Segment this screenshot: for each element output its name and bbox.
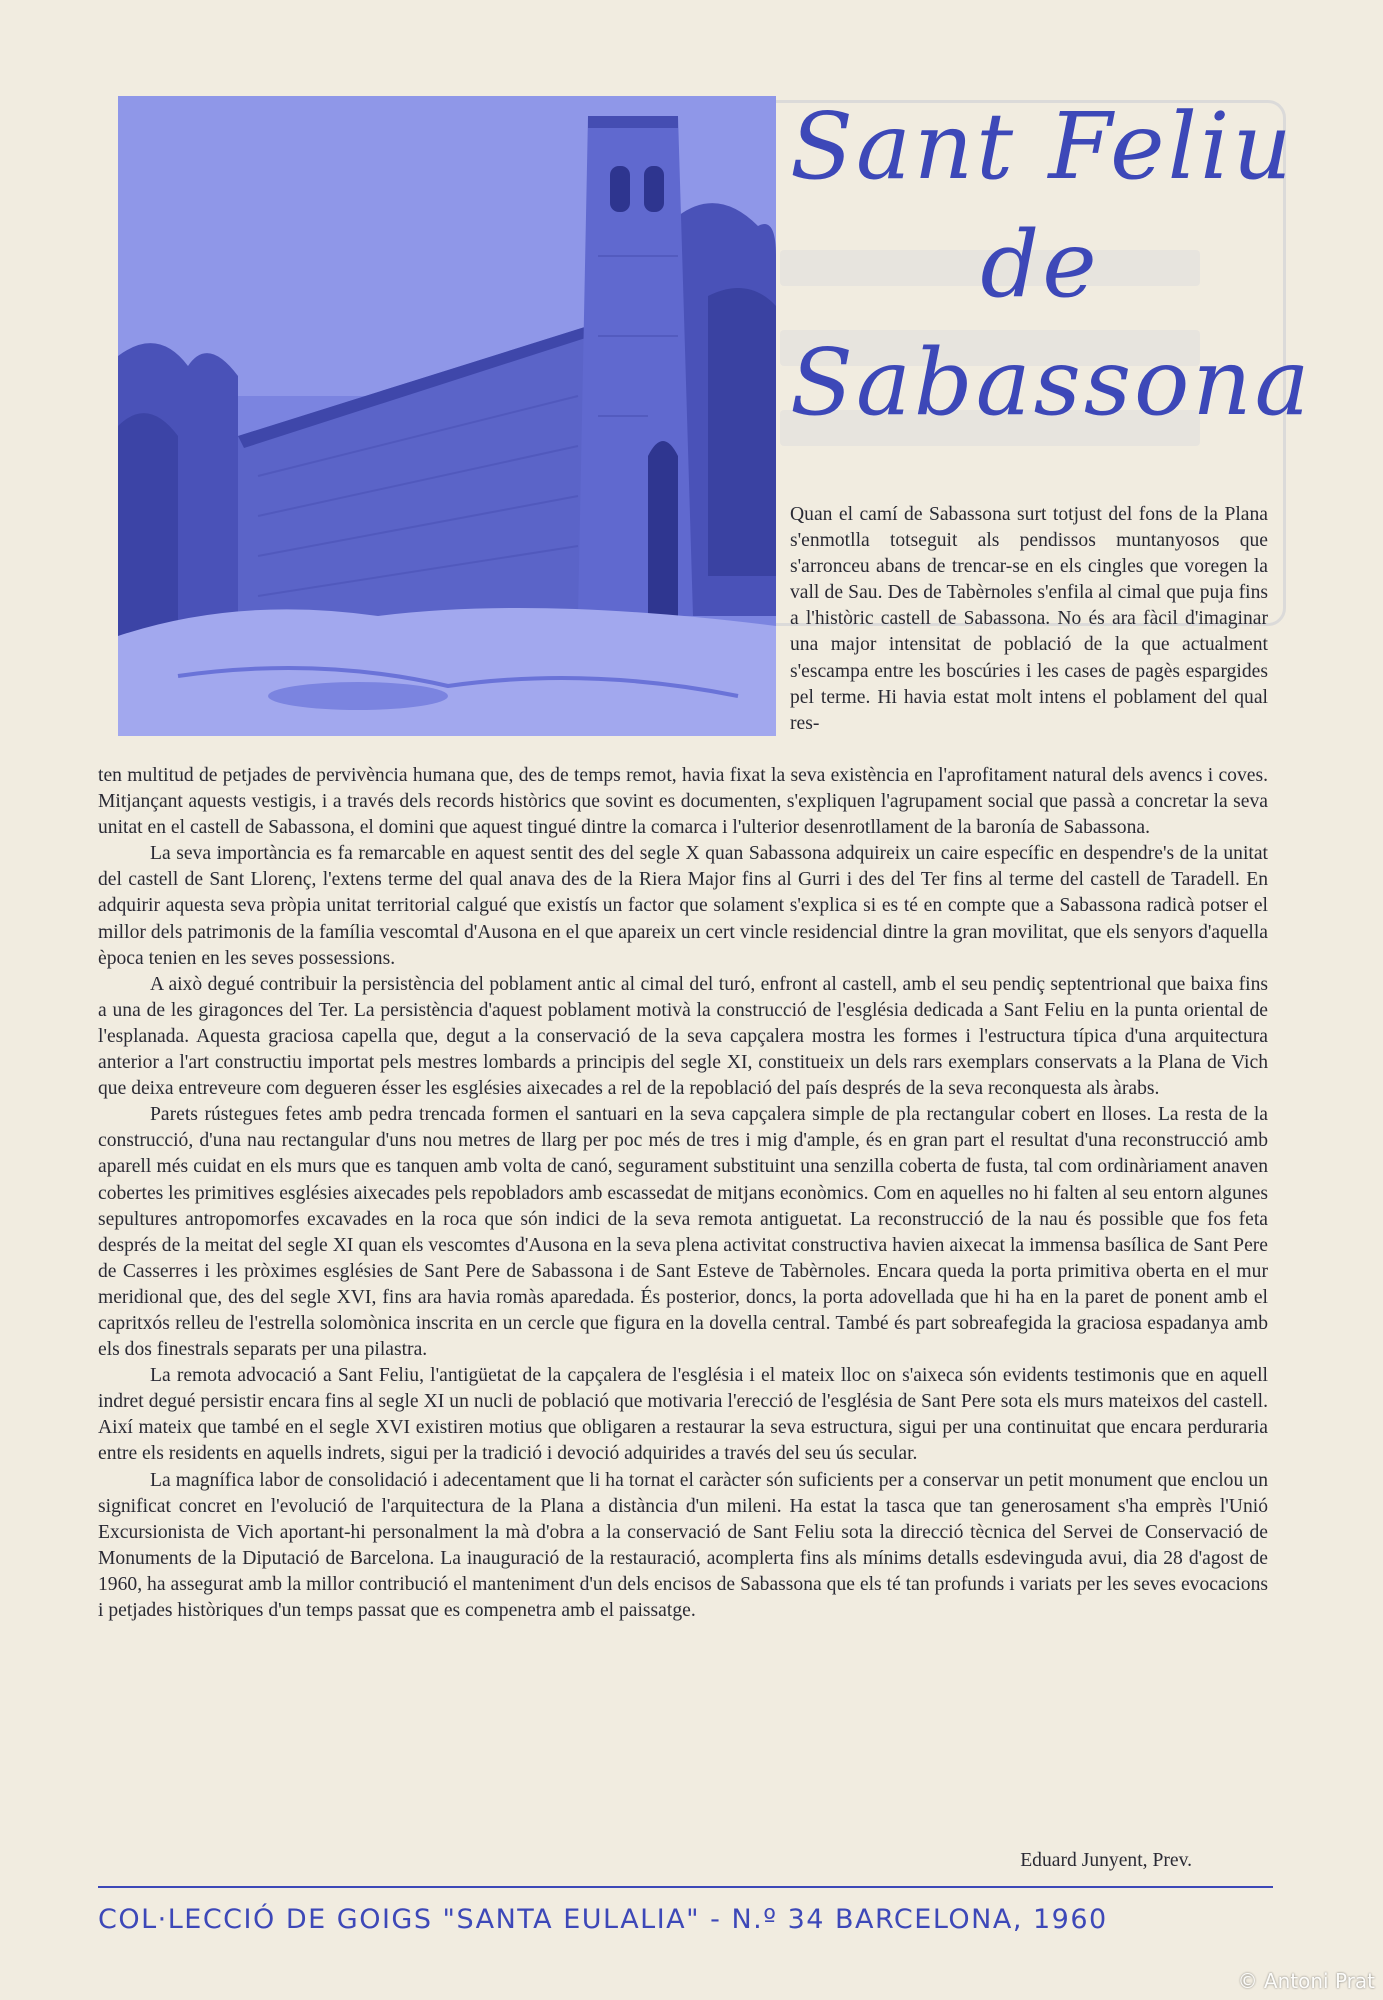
article-body [98,763,1268,1624]
church-photo [118,96,776,736]
author-signature: Eduard Junyent, Prev. [1020,1850,1192,1871]
intro-paragraph: Quan el camí de Sabassona surt totjust del fons de la Plana s'enmotlla totseguit als pendissos muntanyosos que s'arronceu abans de trencar-se en els cingles que voregen la vall de Sau. Des de Tabèrnoles s'enfila al cimal que puja fins a l'històric castell de Sabassona. No és ara fàcil d'imaginar una major intensitat de població de la que actualment s'escampa entre les boscúries i les cases de pagès espargides pel terme. Hi havia estat molt intens el poblament del qual res- [790,504,1268,734]
paragraph: Parets rústegues fetes amb pedra trencada formen el santuari en la seva capçalera simple de pla rectangular cobert en lloses. La resta de la construcció, d'una nau rectangular d'uns nou metres de llarg per poc més de tres i mig d'ample, és en gran part el resultat d'una reconstrucció amb aparell més cuidat en els murs que es tanquen amb volta de canó, segurament substituint una senzilla coberta de fusta, tal com ordinàriament anaven cobertes les primitives esglésies aixecades pels repobladors amb escassedat de mitjans econòmics. Com en aquelles no hi falten al seu entorn algunes sepultures antropomorfes excavades en la roca que són indici de la seva remota antiguetat. La reconstrucció de la nau és possible que fos feta després de la meitat del segle XI quan els vescomtes d'Ausona en la seva plena activitat constructiva havien aixecat la immensa basílica de Sant Pere de Casserres i les pròximes esglésies de Sant Pere de Sabassona i de Sant Esteve de Tabèrnoles. Encara queda la porta primitiva oberta en el mur meridional que, des del segle XVI, fins ara havia romàs aparedada. És posterior, doncs, la porta adovellada que hi ha en la paret de ponent amb el capritxós relleu de l'estrella solomònica inscrita en un cercle que figura en la dovella central. També és part sobreafegida la graciosa espadanya amb els dos finestrals separats per una pilastra. [98,1104,1268,1361]
title-line: Sant Feliu [790,93,1295,200]
paragraph: A això degué contribuir la persistència del poblament antic al cimal del turó, enfront al castell, amb el seu pendiç septentrional que baixa fins a una de les giragonces del Ter. La persistència d'aquest poblament motivà la construcció de l'església dedicada a Sant Feliu en la punta oriental de l'esplanada. Aquesta graciosa capella que, degut a la conservació de la seva capçalera mostra les formes i l'estructura típica d'una arquitectura anterior a l'art constructiu importat pels mestres lombards a principis del segle XI, constitueix un dels rars exemplars conservats a la Plana de Vich que deixa entreveure com degueren ésser les esglésies aixecades a rel de la repoblació del país després de la seva reconquesta als àrabs. [98,973,1268,1100]
title-line: de [980,211,1100,318]
paragraph: La seva importància es fa remarcable en aquest sentit des del segle X quan Sabassona adquireix un caire específic en despendre's de la unitat del castell de Sant Llorenç, l'extens terme del qual anava des de la Riera Major fins al Gurri i des del Ter fins al terme del castell de Taradell. En adquirir aquesta seva pròpia unitat territorial calgué que existís un factor que solament s'explica si es té en compte que a Sabassona radicà potser el millor dels patrimonis de la família vescomtal d'Ausona en el que apareix un cert vincle residencial dintre la gran movilitat, que els senyors d'aquella època tenien en les seves possessions. [98,843,1268,969]
page-title [790,88,1313,442]
collection-footer: COL·LECCIÓ DE GOIGS "SANTA EULALIA" - N.º 34 BARCELONA, 1960 [98,1904,1108,1935]
paragraph: La magnífica labor de consolidació i adecentament que li ha tornat el caràcter són suficients per a conservar un petit monument que enclou un significat concret en l'evolució de l'arquitectura de la Plana a distància d'un mileni. Ha estat la tasca que tan generosament s'ha emprès l'Unió Excursionista de Vich aportant-hi personalment la mà d'obra a la conservació de Sant Feliu sota la direcció tècnica del Servei de Conservació de Monuments de la Diputació de Barcelona. La inauguració de la restauració, acomplerta fins als mínims detalls esdevinguda avui, dia 28 d'agost de 1960, ha assegurat amb la millor contribució el manteniment d'un dels encisos de Sabassona que els té tan profunds i variats per les seves evocacions i petjades històriques d'un temps passat que es compenetra amb el paissatge. [98,1469,1268,1621]
paragraph: ten multitud de petjades de pervivència humana que, des de temps remot, havia fixat la seva existència en l'aprofitament natural dels avencs i coves. Mitjançant aquests vestigis, i a través dels records històrics que sovint es documenten, s'expliquen l'agrupament social que passà a concretar la seva unitat en el castell de Sabassona, el domini que aquest tingué dintre la comarca i l'ulterior desenrotllament de la baronía de Sabassona. [98,765,1268,839]
photo-credit: © Antoni Prat [1237,1969,1375,1993]
title-line: Sabassona [790,329,1313,436]
footer-rule [98,1886,1273,1888]
paragraph: La remota advocació a Sant Feliu, l'antigüetat de la capçalera de l'església i el mateix lloc on s'aixeca són evidents testimonis que en aquell indret degué persistir encara fins al segle XI un nucli de població que motivaria l'erecció de l'església de Sant Pere sota els murs mateixos del castell. Així mateix que també en el segle XVI existiren motius que obligaren a restaurar la seva estructura, sigui per una continuitat que encara perduraria entre els residents en aquells indrets, sigui per la tradició i devoció adquirides a través del seu ús secular. [98,1365,1268,1465]
